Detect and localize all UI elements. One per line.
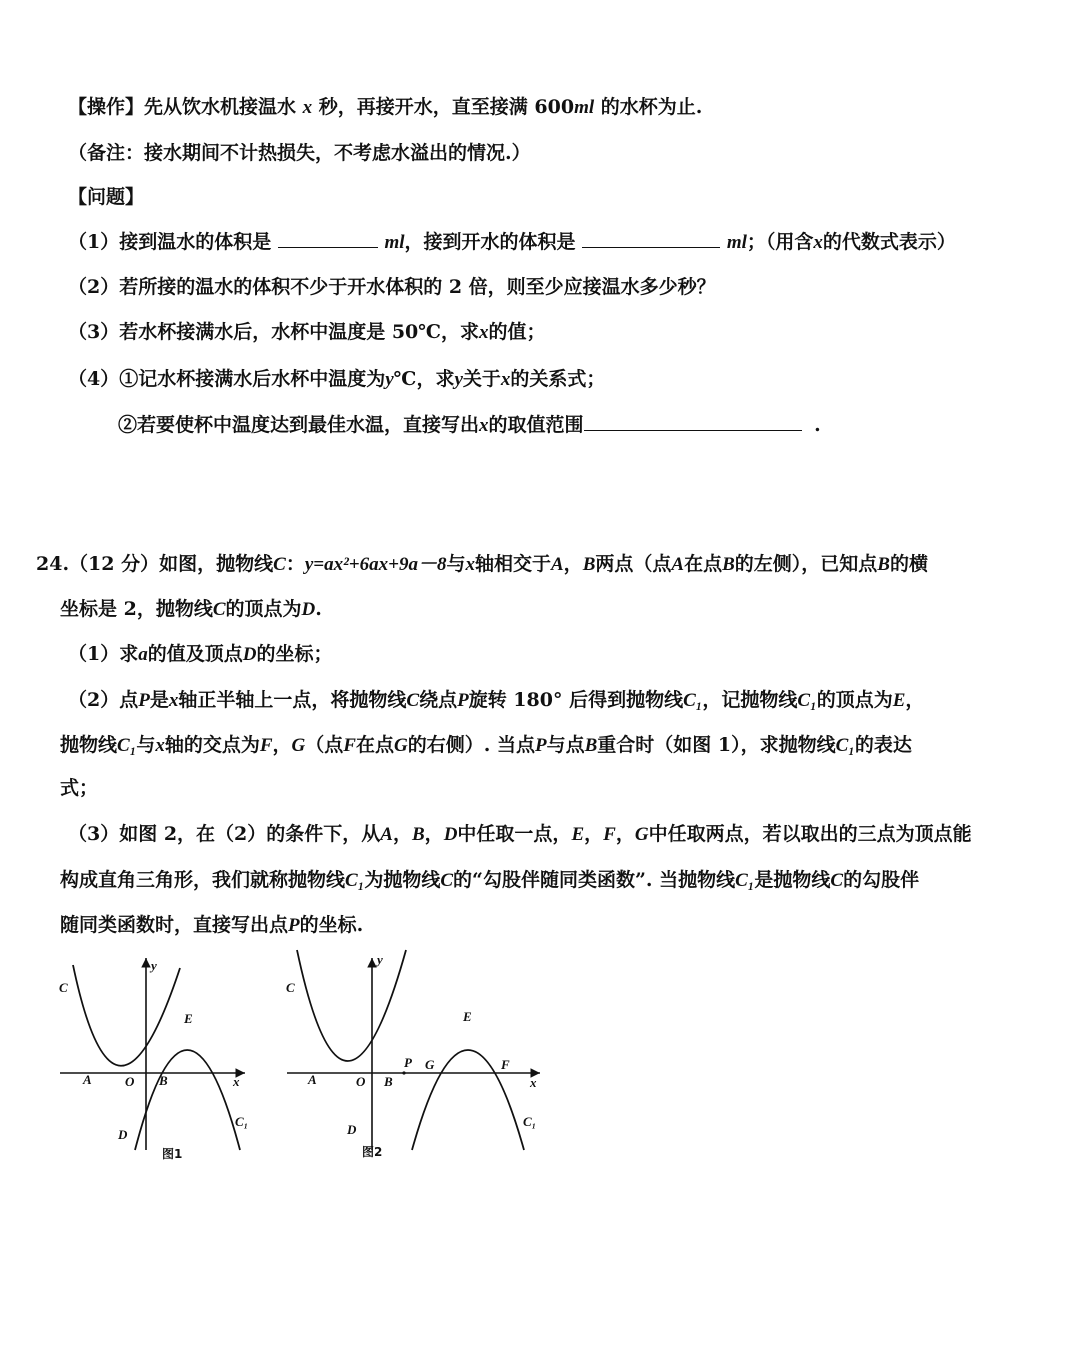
- label-A: A: [83, 1072, 92, 1087]
- var-x: x: [155, 735, 165, 756]
- label-y: y: [377, 952, 383, 967]
- var-D: D: [242, 644, 257, 665]
- operation-head: 【操作】先从饮水机接温水: [68, 96, 297, 118]
- q23-part2: （2）若所接的温水的体积不少于开水体积的 2 倍，则至少应接温水多少秒？: [68, 276, 716, 298]
- q24-part1: [68, 640, 333, 669]
- q24-part3-line3: [60, 911, 363, 940]
- var-a: a: [138, 644, 148, 665]
- part-text: 的“勾股伴随同类函数”. 当抛物线: [453, 869, 736, 891]
- q24-part2-line2: [60, 731, 912, 760]
- q23-part4b: [118, 411, 821, 440]
- label-G: G: [425, 1057, 435, 1072]
- part-text: 为抛物线: [364, 869, 441, 891]
- operation-tail: 的水杯为止.: [600, 96, 703, 118]
- stem-text: 24.（12 分）如图，抛物线: [36, 553, 274, 575]
- part-text: ，: [424, 823, 444, 845]
- volume-unit: ml: [574, 97, 595, 118]
- q23-part3: [68, 318, 546, 347]
- var-y: y: [454, 369, 463, 390]
- stem-text: ：: [285, 553, 305, 575]
- var-E: E: [571, 824, 585, 845]
- var-x: x: [500, 369, 511, 390]
- label-F: F: [501, 1057, 510, 1072]
- label-B: B: [159, 1073, 168, 1088]
- stem-text: 的横: [889, 553, 928, 575]
- figure-1-caption: 图1: [162, 1147, 183, 1161]
- stem-text: 的左侧），已知点: [734, 553, 878, 575]
- part-text: 的值及顶点: [147, 643, 243, 665]
- operation-mid: 秒，再接开水，直至接满: [318, 96, 528, 118]
- stem-text: 的顶点为: [225, 598, 302, 620]
- var-A: A: [671, 554, 685, 575]
- part-text: 是: [149, 689, 169, 711]
- var-F: F: [259, 735, 273, 756]
- part-text: 是抛物线: [754, 869, 831, 891]
- part1-text-a: （1）接到温水的体积是: [68, 231, 272, 253]
- var-x: x: [465, 554, 475, 575]
- part-text: 重合时（如图 1），求抛物线: [597, 734, 836, 756]
- stem-text: 轴相交于: [474, 553, 551, 575]
- part3-text-b: 的值；: [488, 321, 546, 343]
- figure-2: [282, 940, 552, 1174]
- part-text: 的坐标；: [256, 643, 333, 665]
- q23-part4a: [68, 365, 605, 394]
- var-P: P: [534, 735, 547, 756]
- part4b-text-b: 的取值范围: [488, 414, 584, 436]
- figure-2-caption: 图2: [362, 1145, 383, 1159]
- label-E: E: [184, 1011, 193, 1026]
- part-text: 轴正半轴上一点，将抛物线: [178, 689, 407, 711]
- part-text: 的表达: [854, 734, 912, 756]
- part-text: 与: [136, 734, 156, 756]
- label-A: A: [308, 1072, 317, 1087]
- q24-part3-line2: [60, 866, 919, 895]
- part-text: ，: [392, 823, 412, 845]
- var-B: B: [877, 554, 890, 575]
- var-C: C: [406, 690, 420, 711]
- var-G: G: [394, 735, 408, 756]
- var-x: x: [479, 415, 489, 436]
- var-C: C: [273, 554, 286, 575]
- part-text: ，: [584, 823, 604, 845]
- label-C1: C₁: [523, 1114, 537, 1129]
- stem-text: 两点（点: [595, 553, 672, 575]
- parabola-C: [73, 965, 180, 1066]
- label-B: B: [384, 1074, 393, 1089]
- parabola-C: [297, 950, 406, 1061]
- label-x: x: [233, 1074, 240, 1089]
- var-D: D: [443, 824, 458, 845]
- label-x: x: [530, 1075, 537, 1090]
- stem-text: ，: [563, 553, 583, 575]
- part1-text-d: 的代数式表示）: [822, 231, 956, 253]
- var-F: F: [603, 824, 616, 845]
- var-G: G: [634, 824, 649, 845]
- label-y: y: [151, 958, 157, 973]
- part4a-text-d: 的关系式；: [510, 368, 606, 390]
- var-C1: C₁: [797, 690, 817, 711]
- part3-text-a: （3）若水杯接满水后，水杯中温度是 50℃，求: [68, 321, 480, 343]
- part4a-text-c: 关于: [462, 368, 501, 390]
- part-text: 的坐标.: [299, 914, 364, 936]
- problem-header: 【问题】: [68, 186, 145, 208]
- q24-part2-line3: 式；: [60, 777, 99, 799]
- note-line: （备注：接水期间不计热损失，不考虑水溢出的情况.）: [68, 142, 531, 164]
- q24-part2-line1: [68, 686, 924, 715]
- var-A: A: [550, 554, 564, 575]
- part-text: 在点: [355, 734, 394, 756]
- part-text: （1）求: [68, 643, 139, 665]
- var-G: G: [291, 735, 306, 756]
- part4a-text-a: （4）①记水杯接满水后水杯中温度为: [68, 368, 386, 390]
- var-C: C: [830, 870, 844, 891]
- part-text: 随同类函数时，直接写出点: [60, 914, 289, 936]
- operation-line: [68, 93, 702, 122]
- label-C1: C₁: [235, 1114, 249, 1129]
- part-text: （点: [305, 734, 344, 756]
- part-text: 构成直角三角形，我们就称抛物线: [60, 869, 346, 891]
- part-text: （3）如图 2，在（2）的条件下，从: [68, 823, 381, 845]
- var-y: y: [304, 554, 314, 575]
- q23-part1: [68, 228, 956, 257]
- label-P: P: [404, 1055, 412, 1070]
- label-E: E: [463, 1009, 472, 1024]
- var-C: C: [212, 599, 226, 620]
- label-D: D: [347, 1122, 357, 1137]
- label-C: C: [59, 980, 68, 995]
- figure-2-graph: [282, 940, 552, 1170]
- var-C1: C₁: [835, 735, 855, 756]
- q24-part3-line1: [68, 820, 972, 849]
- stem-text: 与: [446, 553, 466, 575]
- var-x: x: [302, 97, 313, 118]
- answer-blank-warm[interactable]: [278, 229, 378, 248]
- q24-stem-line1: [36, 550, 928, 579]
- answer-blank-hot[interactable]: [582, 229, 720, 248]
- var-P: P: [288, 915, 300, 936]
- part-text: 与点: [546, 734, 585, 756]
- part1-text-c: ；（用含: [746, 231, 814, 253]
- part-text: 中任取两点，若以取出的三点为顶点能: [648, 823, 972, 845]
- var-B: B: [582, 554, 596, 575]
- q24-stem-line2: [60, 595, 322, 624]
- var-x: x: [168, 690, 179, 711]
- var-x: x: [813, 232, 823, 253]
- period: .: [814, 414, 821, 436]
- part-text: ，: [272, 734, 292, 756]
- stem-text: 坐标是 2，抛物线: [60, 598, 213, 620]
- part-text: 旋转 180° 后得到抛物线: [468, 689, 684, 711]
- part-text: 的顶点为: [816, 689, 893, 711]
- stem-text: .: [315, 598, 322, 620]
- var-A: A: [380, 824, 393, 845]
- part-text: （2）点: [68, 689, 139, 711]
- var-B: B: [722, 554, 735, 575]
- part-text: 抛物线: [60, 734, 118, 756]
- var-C1: C₁: [683, 690, 703, 711]
- part-text: 的勾股伴: [843, 869, 920, 891]
- part-text: 中任取一点，: [457, 823, 572, 845]
- parabola-C1: [135, 1050, 240, 1150]
- part1-text-b: ，接到开水的体积是: [404, 231, 576, 253]
- var-P: P: [138, 690, 150, 711]
- var-B: B: [584, 735, 598, 756]
- figure-1-graph: [55, 940, 270, 1170]
- stem-text: 在点: [684, 553, 723, 575]
- unit-ml-1: ml: [384, 232, 405, 253]
- part4b-text-a: ②若要使杯中温度达到最佳水温，直接写出: [118, 414, 480, 436]
- label-O: O: [356, 1074, 366, 1089]
- part-text: 绕点: [419, 689, 458, 711]
- var-B: B: [411, 824, 425, 845]
- var-x: x: [479, 322, 489, 343]
- var-F: F: [343, 735, 356, 756]
- volume-number: 600: [534, 96, 575, 118]
- part-text: ，: [905, 689, 925, 711]
- figure-1: [55, 940, 270, 1174]
- var-y: y: [385, 369, 394, 390]
- var-D: D: [301, 599, 316, 620]
- part4a-text-b: ℃，求: [393, 368, 455, 390]
- label-O: O: [125, 1074, 135, 1089]
- var-C1: C₁: [117, 735, 137, 756]
- parabola-equation: =ax²+6ax+9a－8: [313, 554, 447, 575]
- var-C1: C₁: [735, 870, 755, 891]
- var-E: E: [892, 690, 906, 711]
- part-text: 轴的交点为: [164, 734, 260, 756]
- part-text: ，记抛物线: [702, 689, 798, 711]
- unit-ml-2: ml: [726, 232, 747, 253]
- label-C: C: [286, 980, 295, 995]
- label-D: D: [118, 1127, 128, 1142]
- var-P: P: [457, 690, 469, 711]
- part-text: 的右侧）. 当点: [407, 734, 535, 756]
- var-C: C: [440, 870, 454, 891]
- answer-blank-range[interactable]: [584, 412, 802, 431]
- var-C1: C₁: [345, 870, 365, 891]
- point-P: [402, 1071, 405, 1074]
- part-text: ，: [615, 823, 635, 845]
